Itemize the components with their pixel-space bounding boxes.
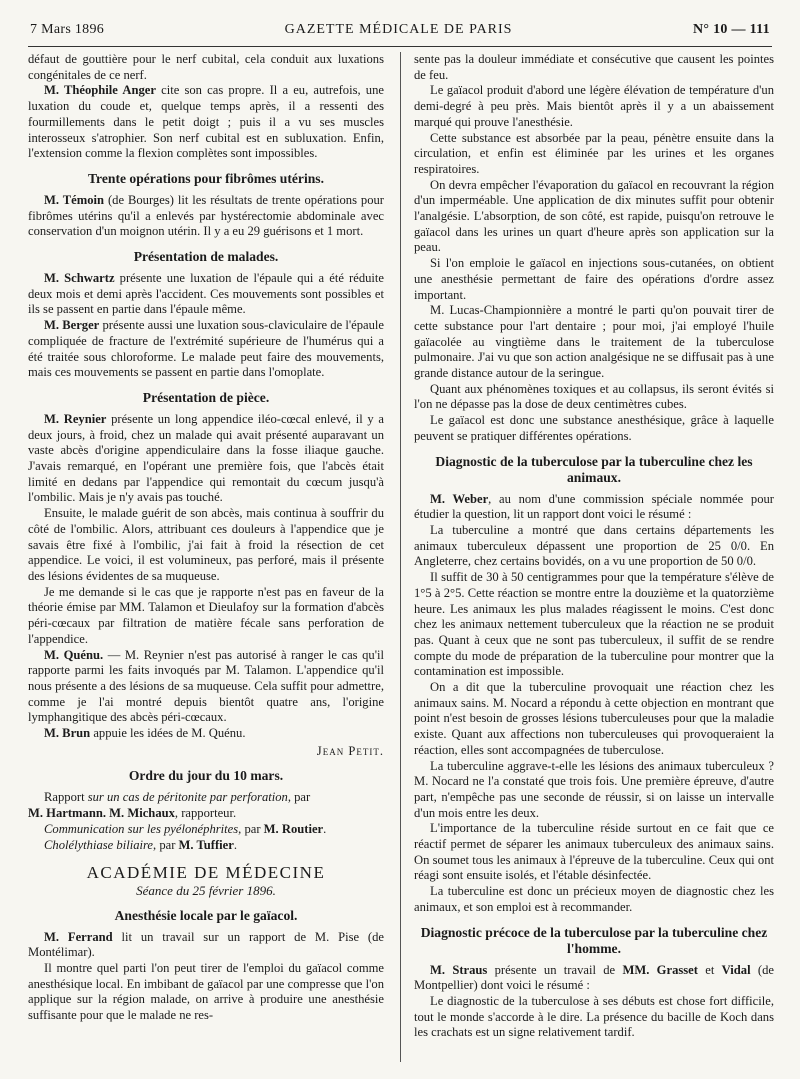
section-heading: Ordre du jour du 10 mars. xyxy=(128,768,284,784)
speaker-name: M. Berger xyxy=(44,318,100,333)
paragraph: M. Straus présente un travail de MM. Grasset et Vidal (de Montpellier) dont voici le résumé : xyxy=(414,962,774,993)
signature: Jean Petit. xyxy=(316,743,384,758)
section-heading: Présentation de malades. xyxy=(133,249,279,265)
speaker-name: M. Témoin xyxy=(44,192,105,207)
speaker-name: M. Ferrand xyxy=(44,929,113,944)
paragraph: Le gaïacol est donc une substance anesthésique, grâce à laquelle peuvent se pratiquer différentes opérations. xyxy=(414,413,774,443)
paragraph: M. Témoin (de Bourges) lit les résultats de trente opérations pour fibrômes utérins qu'il a enlevés par hystérectomie abdominale avec conservation d'un moignon utérin. Il y a eu 29 guérisons et 1 mort. xyxy=(28,192,384,239)
speaker-name: M. Schwartz xyxy=(44,271,115,286)
paragraph: La tuberculine aggrave-t-elle les lésions des animaux tuberculeux ? M. Nocard ne l'a constaté que trois fois. Une première épreuve, d'autre part, n'empêche pas une seconde de réussir, si on laisse un intervalle d'un mois entre les deux. xyxy=(414,758,774,820)
agenda-item: Rapport sur un cas de péritonite par perforation, par M. Hartmann. M. Michaux, rapporteur. xyxy=(28,790,311,821)
paragraph: La tuberculine est donc un précieux moyen de diagnostic chez les animaux, et son emploi est à recommander. xyxy=(414,884,774,914)
paragraph: Si l'on emploie le gaïacol en injections sous-cutanées, on obtient une anesthésie permettant de faire des opérations d'ordre assez important. xyxy=(414,256,774,302)
paragraph: Le gaïacol produit d'abord une légère élévation de température d'un demi-degré à peu près. Mais bientôt après il y a un abaissement marqué qui prouve l'anesthésie. xyxy=(414,83,774,129)
paragraph: Ensuite, le malade guérit de son abcès, mais continua à souffrir du côté de l'ombilic. Alors, attribuant ces douleurs à l'appendice que je savais être fixé à l'ombilic, j'ai fait à froid la résection de cet appendice. Le voici, il est volumineux, pas perforé, mais il présente des lésions évidentes de sa muqueuse. xyxy=(28,506,384,583)
paragraph: M. Schwartz présente une luxation de l'épaule qui a été réduite deux mois et demi après l'accident. Ces mouvements sont possibles et ils se passent en partie dans l'épaule même. xyxy=(28,271,385,317)
paragraph: M. Ferrand lit un travail sur un rapport de M. Pise (de Montélimar). xyxy=(28,929,385,960)
speaker-name: M. Quénu. xyxy=(44,647,104,662)
speaker-name: M. Straus xyxy=(430,962,488,977)
header-title: GAZETTE MÉDICALE DE PARIS xyxy=(284,22,513,37)
paragraph: M. Berger présente aussi une luxation sous-claviculaire de l'épaule compliquée de fracture de l'extrémité supérieure de l'humérus qui a été traitée sous chloroforme. Le malade peut faire des mouvements, mais ces mouvements se passent en partie dans l'omoplate. xyxy=(28,318,384,380)
paragraph: On devra empêcher l'évaporation du gaïacol en recouvrant la région d'un imperméable. Une application de dix minutes suffit pour obtenir l'analgésie. L'absorption, de son côté, est rapide, puisqu'on retrouve le gaïacol dans les urines un quart d'heure après son application sur la peau. xyxy=(414,177,774,255)
paragraph: Cette substance est absorbée par la peau, pénètre ensuite dans la circulation, et enfin est éliminée par les urines et les organes respiratoires. xyxy=(414,130,774,176)
paragraph: On a dit que la tuberculine provoquait une réaction chez les animaux sains. M. Nocard a répondu à cette objection en montrant que point n'est besoin de grosses lésions tuberculeuses pour que la maladie existe. Quant aux affections non tuberculeuses qui provoqueraient la réaction, elles sont accompagnées de tuberculose. xyxy=(414,680,774,757)
column-divider xyxy=(400,52,401,1062)
paragraph: M. Théophile Anger cite son cas propre. Il a eu, autrefois, une luxation du coude et, quelque temps après, il a ressenti des fourmillements dans le petit doigt ; puis il a vu ses muscles interosseux s'atrophier. Son nerf cubital est en subluxation. Enfin, l'extension comme la flexion complètes sont impossibles. xyxy=(28,83,384,161)
agenda-item: Cholélythiase biliaire, par M. Tuffier. xyxy=(44,837,237,852)
paragraph: défaut de gouttière pour le nerf cubital, cela conduit aux luxations congénitales de ce nerf. xyxy=(28,52,384,82)
paragraph: M. Brun appuie les idées de M. Quénu. xyxy=(44,726,246,741)
paragraph: Il montre quel parti l'on peut tirer de l'emploi du gaïacol comme anesthésique local. En imbibant de gaïacol par une compresse que l'on applique sur la région malade, on arrive à produire une anesthésie suffisante pour que le malade ne res- xyxy=(28,961,384,1023)
section-heading: Anesthésie locale par le gaïacol. xyxy=(114,907,298,923)
section-heading: Diagnostic précoce de la tuberculose par la tuberculine chez l'homme. xyxy=(420,924,768,956)
header-rule xyxy=(28,46,772,47)
speaker-name: M. Weber xyxy=(430,491,489,506)
section-heading: Diagnostic de la tuberculose par la tuberculine chez les animaux. xyxy=(435,453,753,485)
paragraph: Le diagnostic de la tuberculose à ses débuts est chose fort difficile, tout le monde s'accorde à le dire. La présence du bacille de Koch dans les crachats est un signe relativement tardif. xyxy=(414,993,774,1040)
speaker-name: M. Théophile Anger xyxy=(44,83,156,98)
right-column xyxy=(414,52,774,1041)
agenda-item: Communication sur les pyélonéphrites, par M. Routier. xyxy=(44,821,327,836)
page-header xyxy=(30,16,770,44)
header-number: N° 10 — 111 xyxy=(693,22,770,37)
paragraph: M. Lucas-Championnière a montré le parti qu'on pouvait tirer de cette substance pour l'art dentaire ; pour moi, j'ai employé l'huile gaïacolée au vingtième dans le traitement de la tuberculose pulmonaire. J'ai vu que son action analgésique ne se diffusait pas à une grande distance autour de la seringue. xyxy=(414,303,774,381)
speaker-name: M. Reynier xyxy=(44,411,107,426)
paragraph: Quant aux phénomènes toxiques et au collapsus, ils seront évités si l'on ne dépasse pas la dose de deux centimètres cubes. xyxy=(414,381,774,412)
paragraph: Il suffit de 30 à 50 centigrammes pour que la température s'élève de 1°5 à 2°5. Cette réaction se montre entre la douzième et la quatorzième heure. Les animaux les plus malades réagissent le moins. C'est donc chez les animaux nettement tuberculeux que la réaction ne se produit pas. Quant à ceux que ne sont pas tuberculeux, il suffit de se rendre compte du mode de préparation de la tuberculine pour montrer que la contamination est impossible. xyxy=(414,570,774,679)
paragraph: La tuberculine a montré que dans certains départements les animaux tuberculeux dépassent une proportion de 25 0/0. En Angleterre, chez certains bovidés, on a vu une proportion de 50 0/0. xyxy=(414,522,774,569)
paragraph: Je me demande si le cas que je rapporte n'est pas en faveur de la théorie émise par MM. Talamon et Dieulafoy sur la formation d'abcès péri-cœcaux par filtration de matière fécale sans perforation de l'appendice. xyxy=(28,584,384,646)
paragraph: sente pas la douleur immédiate et consécutive que causent les pointes de feu. xyxy=(414,52,774,82)
seance-date: Séance du 25 février 1896. xyxy=(136,882,276,898)
paragraph: M. Weber, au nom d'une commission spéciale nommée pour étudier la question, lit un rapport dont voici le résumé : xyxy=(414,491,774,522)
left-column xyxy=(28,52,384,1024)
section-heading: Trente opérations pour fibrômes utérins. xyxy=(88,170,324,186)
section-heading: Présentation de pièce. xyxy=(142,389,270,405)
paragraph: L'importance de la tuberculine réside surtout en ce fait que ce réactif permet de séparer les animaux tuberculeux des animaux sains. On soumet tous les animaux à l'épreuve de la tuberculine. Ceux qui ont réagi sont ensuite isolés, et l'étable désinfectée. xyxy=(414,821,774,883)
academie-heading: ACADÉMIE DE MÉDECINE xyxy=(86,863,326,883)
paragraph: M. Reynier présente un long appendice iléo-cœcal enlevé, il y a deux jours, à froid, chez un malade qui avait présenté auparavant un vaste abcès d'origine appendiculaire dans la fosse iliaque gauche. J'avais remarqué, en l'opérant une première fois, que l'abcès était limité en dedans par l'appendice qui remontait du cœcum jusqu'à l'ombilic. Mais je n'y avais pas touché. xyxy=(28,411,384,505)
speaker-name: M. Brun xyxy=(44,726,91,741)
header-date: 7 Mars 1896 xyxy=(30,22,105,37)
paragraph: M. Quénu. — M. Reynier n'est pas autorisé à ranger le cas qu'il rapporte parmi les faits invoqués par M. Talamon. L'appendice qu'il nous présente a des lésions de sa muqueuse. Cela suffit pour admettre, comme je l'ai montré depuis bientôt quatre ans, l'origine lymphangitique des abcès péri-cœcaux. xyxy=(28,647,384,725)
